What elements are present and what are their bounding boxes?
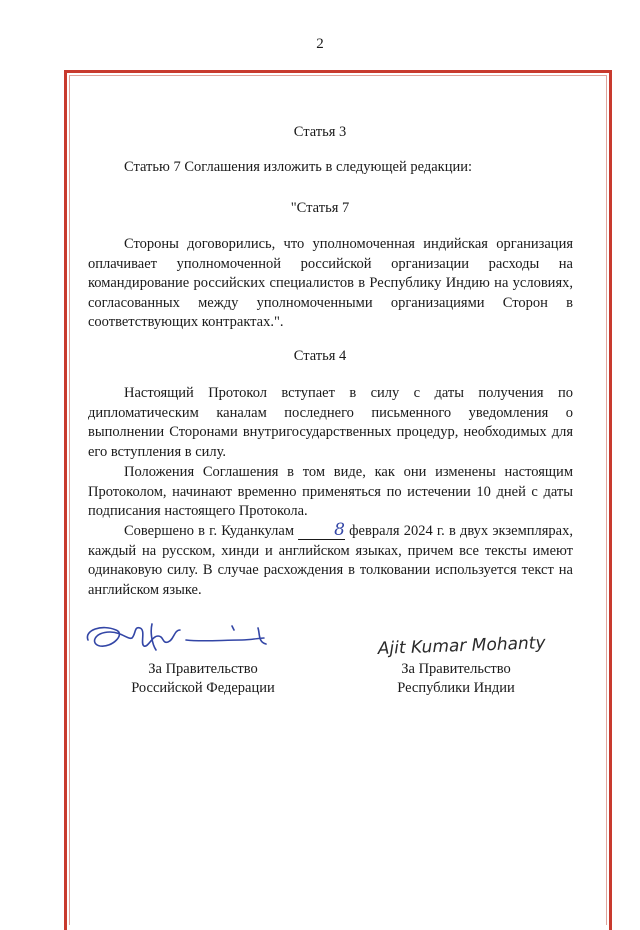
page-number: 2: [316, 36, 324, 52]
article-7-quoted-heading: "Статья 7: [290, 200, 350, 216]
article-4-paragraph-3: [88, 522, 573, 600]
article-3-heading: Статья 3: [293, 124, 347, 140]
date-rest-text: февраля 2024 г. в двух экземплярах, каждый на русском, хинди и английском языках, причем все тексты имеют одинаковую силу. В случае расхождения в толковании используется текст на английском языке.: [88, 523, 573, 598]
signature-block-russia: [118, 660, 288, 698]
indian-signature-text: Ajit Kumar Mohanty: [377, 633, 546, 659]
article-7-body: Стороны договорились, что уполномоченная индийская организация оплачивает уполномоченной российской организации расходы на командирование российских специалистов в Республику Индию на условиях, согласованных между уполномоченными организациями Сторон в соответствующих контрактах.".: [88, 236, 573, 331]
done-at-text: Совершено в г. Куданкулам: [124, 523, 299, 539]
date-handwritten-day: 8: [334, 520, 345, 540]
russian-signature-icon: [82, 618, 282, 660]
article-3-intro: Статью 7 Соглашения изложить в следующей редакции:: [124, 159, 473, 175]
india-signatory-line-2: Республики Индии: [397, 680, 515, 696]
article-4-paragraph-2: Положения Соглашения в том виде, как они изменены настоящим Протоколом, начинают временно применяться по истечении 10 дней с даты подписания настоящего Протокола.: [88, 464, 573, 520]
article-4-heading: Статья 4: [293, 348, 347, 364]
date-handwritten-field: [298, 522, 345, 540]
india-signatory-line-1: За Правительство: [401, 661, 511, 677]
signature-block-india: [376, 660, 536, 698]
russia-signatory-line-1: За Правительство: [148, 661, 258, 677]
russia-signatory-line-2: Российской Федерации: [131, 680, 275, 696]
article-4-paragraph-1: Настоящий Протокол вступает в силу с даты получения по дипломатическим каналам последнего письменного уведомления о выполнении Сторонами внутригосударственных процедур, необходимых для его вступления в силу.: [88, 385, 573, 460]
